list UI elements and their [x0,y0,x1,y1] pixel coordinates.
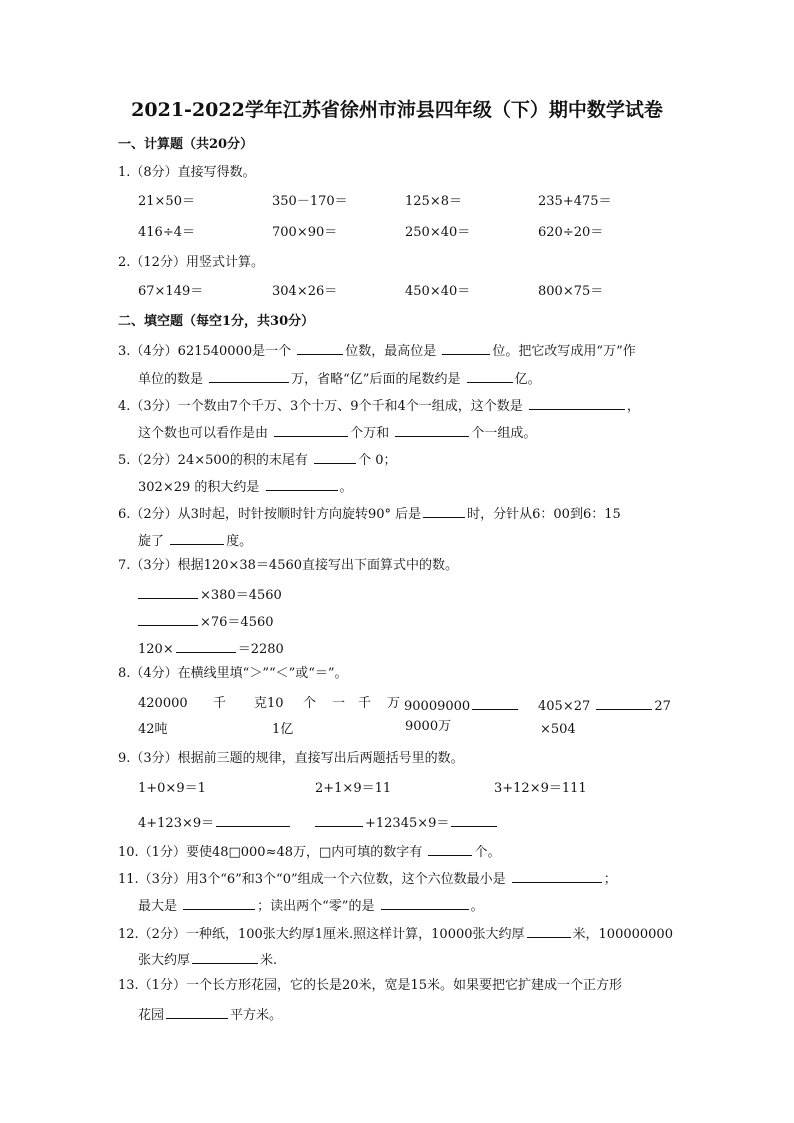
q9-equation: 4+123×9＝ [138,813,292,832]
q1-expression: 235+475＝ [538,194,612,209]
question-13-line-1: 13.（1分）一个长方形花园，它的长是20米，宽是15米。如果要把它扩建成一个正方形 [118,978,623,993]
question-12-line-1: 12.（2分）一种纸，100张大约厚1厘米.照这样计算，10000张大约厚 米，100000000 [118,924,673,943]
question-10: 10.（1分）要使48□000≈48万，□内可填的数字有 个。 [118,842,500,861]
q8-item: 42吨 [138,722,168,737]
q8-item: 420000 [138,696,188,711]
q8-item: 90009000 [404,696,520,715]
q1-expression: 700×90＝ [272,225,338,240]
q8-item: 1亿 [272,722,294,737]
answer-blank[interactable] [176,639,236,653]
answer-blank[interactable] [138,612,198,626]
q1-expression: 620÷20＝ [538,225,604,240]
q9-equation: 3+12×9＝111 [494,781,587,796]
q2-expression: 450×40＝ [405,284,471,299]
answer-blank[interactable] [266,477,338,491]
q1-expression: 21×50＝ [138,194,195,209]
answer-blank[interactable] [472,696,518,710]
question-5-line-2: 302×29 的积大约是 。 [138,477,353,496]
question-4-line-1: 4.（3分）一个数由7个千万、3个十万、9个千和4个一组成，这个数是 ， [118,396,640,415]
q9-equation: 2+1×9＝11 [315,781,392,796]
answer-blank[interactable] [216,813,290,827]
question-4-line-2: 这个数也可以看作是由 个万和 个一组成。 [138,423,536,442]
q8-item: 千 [358,696,372,711]
q8-item: 万 [387,696,401,711]
answer-blank[interactable] [138,585,198,599]
question-6-line-1: 6.（2分）从3时起，时针按顺时针方向旋转90° 后是 时，分针从6：00到6：15 [118,504,621,523]
answer-blank[interactable] [170,531,224,545]
answer-blank[interactable] [209,369,289,383]
q1-expression: 125×8＝ [405,194,462,209]
answer-blank[interactable] [512,869,602,883]
q9-equation: 1+0×9＝1 [138,781,206,796]
question-11-line-1: 11.（3分）用3个“6”和3个“0”组成一个六位数，这个六位数最小是 ； [118,869,617,888]
answer-blank[interactable] [183,896,255,910]
answer-blank[interactable] [527,924,571,938]
q9-equation: +12345×9＝ [315,813,499,832]
question-7-heading: 7.（3分）根据120×38＝4560直接写出下面算式中的数。 [118,558,459,573]
answer-blank[interactable] [297,341,343,355]
answer-blank[interactable] [596,696,652,710]
page-title: 2021-2022学年江苏省徐州市沛县四年级（下）期中数学试卷 [131,99,663,121]
q2-expression: 304×26＝ [272,284,338,299]
question-3-line-1: 3.（4分）621540000是一个 位数，最高位是 位。把它改写成用“万”作 [118,341,636,360]
question-3-line-2: 单位的数是 万，省略“亿”后面的尾数约是 亿。 [138,369,541,388]
q7-equation: ×380＝4560 [138,585,282,604]
answer-blank[interactable] [423,504,465,518]
question-2-heading: 2.（12分）用竖式计算。 [118,255,264,270]
answer-blank[interactable] [395,423,469,437]
answer-blank[interactable] [274,423,348,437]
q2-expression: 67×149＝ [138,284,204,299]
q8-item: 一 [332,696,346,711]
answer-blank[interactable] [451,813,497,827]
question-6-line-2: 旋了 度。 [138,531,252,550]
question-13-line-2: 花园 平方米。 [138,1005,282,1024]
answer-blank[interactable] [529,396,625,410]
question-9-heading: 9.（3分）根据前三题的规律，直接写出后两题括号里的数。 [118,751,464,766]
q8-item: 个 [303,696,317,711]
answer-blank[interactable] [315,813,363,827]
q1-expression: 250×40＝ [405,225,471,240]
answer-blank[interactable] [192,950,258,964]
answer-blank[interactable] [166,1005,228,1019]
answer-blank[interactable] [428,842,472,856]
q7-equation: 120× ＝2280 [138,639,284,658]
question-11-line-2: 最大是 ；读出两个“零”的是 。 [138,896,484,915]
q8-item: 克10 [254,696,284,711]
q8-item: ×504 [540,722,576,737]
q8-item: 9000万 [405,719,452,734]
section-heading-calculation: 一、计算题（共20分） [118,137,254,152]
question-8-heading: 8.（4分）在横线里填“＞”“＜”或“＝”。 [118,666,348,681]
answer-blank[interactable] [467,369,513,383]
q8-item: 千 [213,696,227,711]
q2-expression: 800×75＝ [538,284,604,299]
question-12-line-2: 张大约厚 米. [138,950,277,969]
section-heading-fill-in: 二、填空题（每空1分，共30分） [118,314,315,329]
q1-expression: 416÷4＝ [138,225,195,240]
q7-equation: ×76＝4560 [138,612,274,631]
answer-blank[interactable] [442,341,490,355]
q1-expression: 350－170＝ [272,194,348,209]
question-1-heading: 1.（8分）直接写得数。 [118,165,256,180]
answer-blank[interactable] [381,896,469,910]
answer-blank[interactable] [314,450,356,464]
q8-item: 405×27 27 [538,696,671,715]
question-5-line-1: 5.（2分）24×500的积的末尾有 个 0； [118,450,396,469]
